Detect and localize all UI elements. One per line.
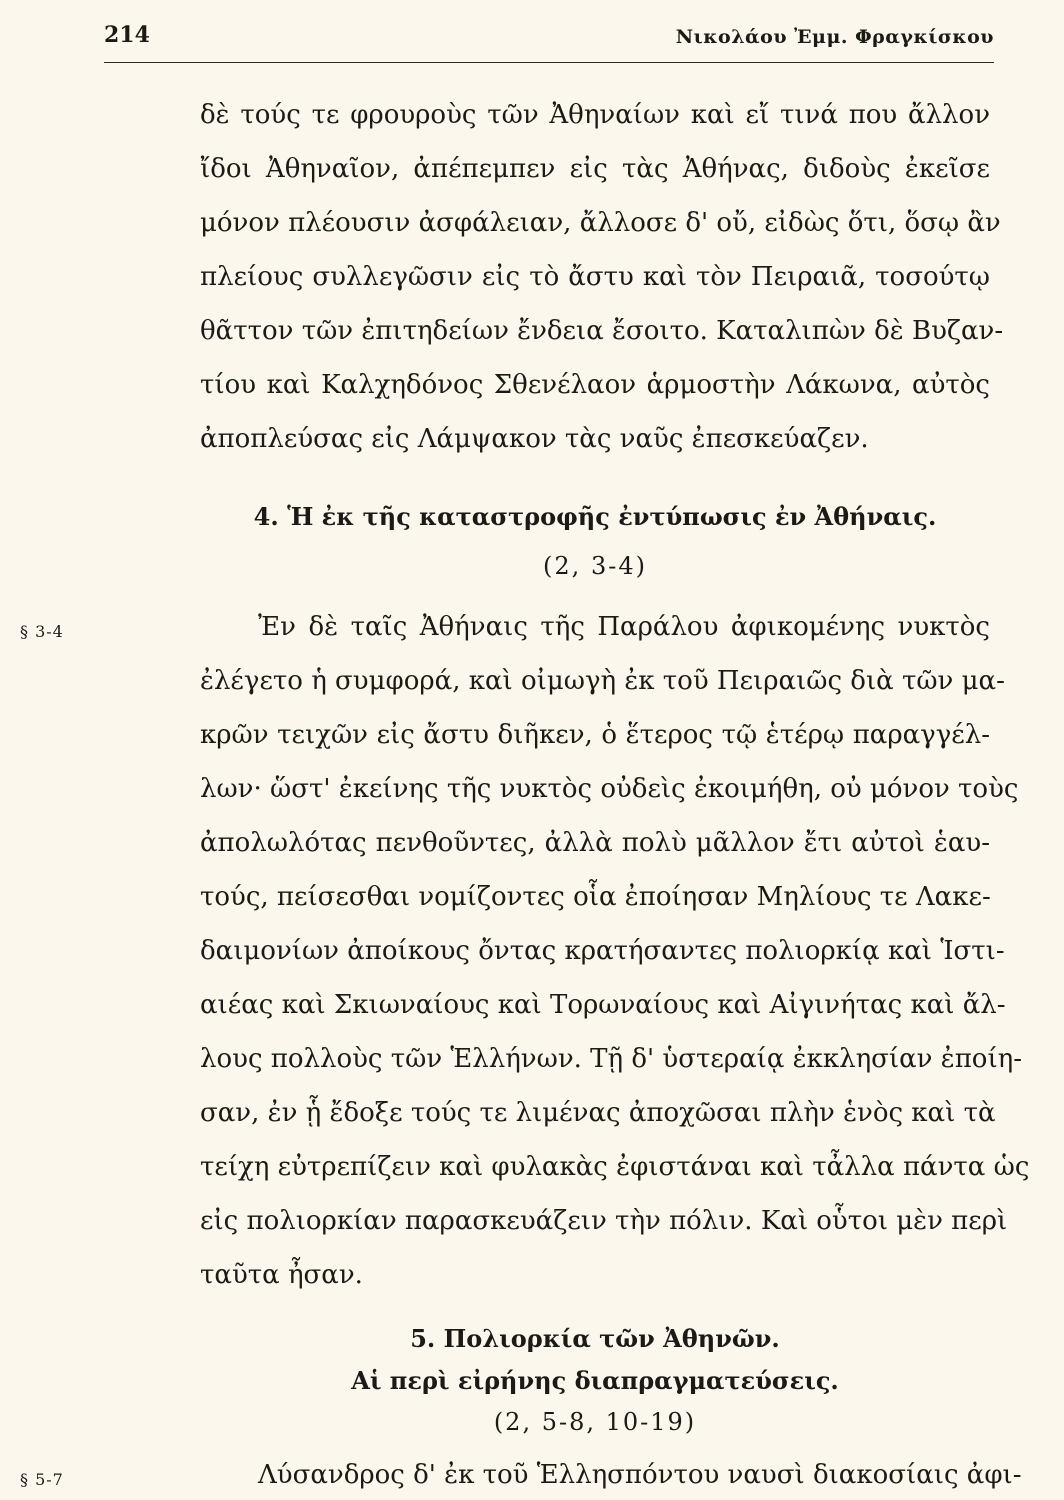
text-line: ταῦτα ἦσαν. <box>200 1260 363 1290</box>
margin-reference: § 3-4 <box>20 622 64 641</box>
text-line: μόνον πλέουσιν ἀσφάλειαν, ἄλλοσε δ' οὔ, εἰδὼς ὅτι, ὅσῳ ἂν <box>200 208 1001 238</box>
text-line: ἴδοι Ἀθηναῖον, ἀπέπεμπεν εἰς τὰς Ἀθήνας, διδοὺς ἐκεῖσε <box>200 154 990 184</box>
text-line: τούς, πείσεσθαι νομίζοντες οἷα ἐποίησαν Μηλίους τε Λακε- <box>200 882 991 912</box>
text-line: λων· ὥστ' ἐκείνης τῆς νυκτὸς οὐδεὶς ἐκοιμήθη, οὐ μόνον τοὺς <box>200 774 1019 804</box>
text-line: λους πολλοὺς τῶν Ἑλλήνων. Τῇ δ' ὑστεραίᾳ ἐκκλησίαν ἐποίη- <box>200 1044 1022 1074</box>
text-line: τίου καὶ Καλχηδόνος Σθενέλαον ἁρμοστὴν Λάκωνα, αὐτὸς <box>200 370 990 400</box>
text-line: σαν, ἐν ᾗ ἔδοξε τούς τε λιμένας ἀποχῶσαι πλὴν ἑνὸς καὶ τὰ <box>200 1098 996 1128</box>
section-reference: (2, 3-4) <box>543 552 647 580</box>
text-line: ἐλέγετο ἡ συμφορά, καὶ οἰμωγὴ ἐκ τοῦ Πειραιῶς διὰ τῶν μα- <box>200 666 1005 696</box>
text-line: Λύσανδρος δ' ἐκ τοῦ Ἑλλησπόντου ναυσὶ διακοσίαις ἀφι- <box>258 1460 1022 1490</box>
text-line: αιέας καὶ Σκιωναίους καὶ Τορωναίους καὶ Αἰγινήτας καὶ ἄλ- <box>200 990 1006 1020</box>
header-rule <box>104 62 994 63</box>
section-heading: 5. Πολιορκία τῶν Ἀθηνῶν. <box>410 1324 780 1353</box>
running-head: Νικολάου Ἐμμ. Φραγκίσκου <box>675 26 994 48</box>
text-line: Ἐν δὲ ταῖς Ἀθήναις τῆς Παράλου ἀφικομένης νυκτὸς <box>258 612 990 642</box>
section-reference: (2, 5-8, 10-19) <box>493 1408 697 1436</box>
text-line: ἀπολωλότας πενθοῦντες, ἀλλὰ πολὺ μᾶλλον ἔτι αὐτοὶ ἑαυ- <box>200 828 990 858</box>
text-line: δαιμονίων ἀποίκους ὄντας κρατήσαντες πολιορκίᾳ καὶ Ἱστι- <box>200 936 1005 966</box>
text-line: εἰς πολιορκίαν παρασκευάζειν τὴν πόλιν. Καὶ οὗτοι μὲν περὶ <box>200 1206 1008 1236</box>
text-line: ἀποπλεύσας εἰς Λάμψακον τὰς ναῦς ἐπεσκεύαζεν. <box>200 424 869 454</box>
text-line: τείχη εὐτρεπίζειν καὶ φυλακὰς ἐφιστάναι καὶ τἆλλα πάντα ὡς <box>200 1152 1030 1182</box>
text-line: πλείους συλλεγῶσιν εἰς τὸ ἄστυ καὶ τὸν Πειραιᾶ, τοσούτῳ <box>200 262 990 292</box>
margin-reference: § 5-7 <box>20 1470 64 1489</box>
text-line: δὲ τούς τε φρουροὺς τῶν Ἀθηναίων καὶ εἴ τινά που ἄλλον <box>200 100 990 130</box>
section-heading: 4. Ἡ ἐκ τῆς καταστροφῆς ἐντύπωσις ἐν Ἀθήναις. <box>253 502 937 531</box>
section-subheading: Αἱ περὶ εἰρήνης διαπραγματεύσεις. <box>351 1366 839 1395</box>
text-line: κρῶν τειχῶν εἰς ἄστυ διῆκεν, ὁ ἕτερος τῷ ἑτέρῳ παραγγέλ- <box>200 720 990 750</box>
page-header <box>104 22 994 62</box>
text-line: θᾶττον τῶν ἐπιτηδείων ἔνδεια ἔσοιτο. Καταλιπὼν δὲ Βυζαν- <box>200 316 1004 346</box>
page-number: 214 <box>104 22 150 48</box>
